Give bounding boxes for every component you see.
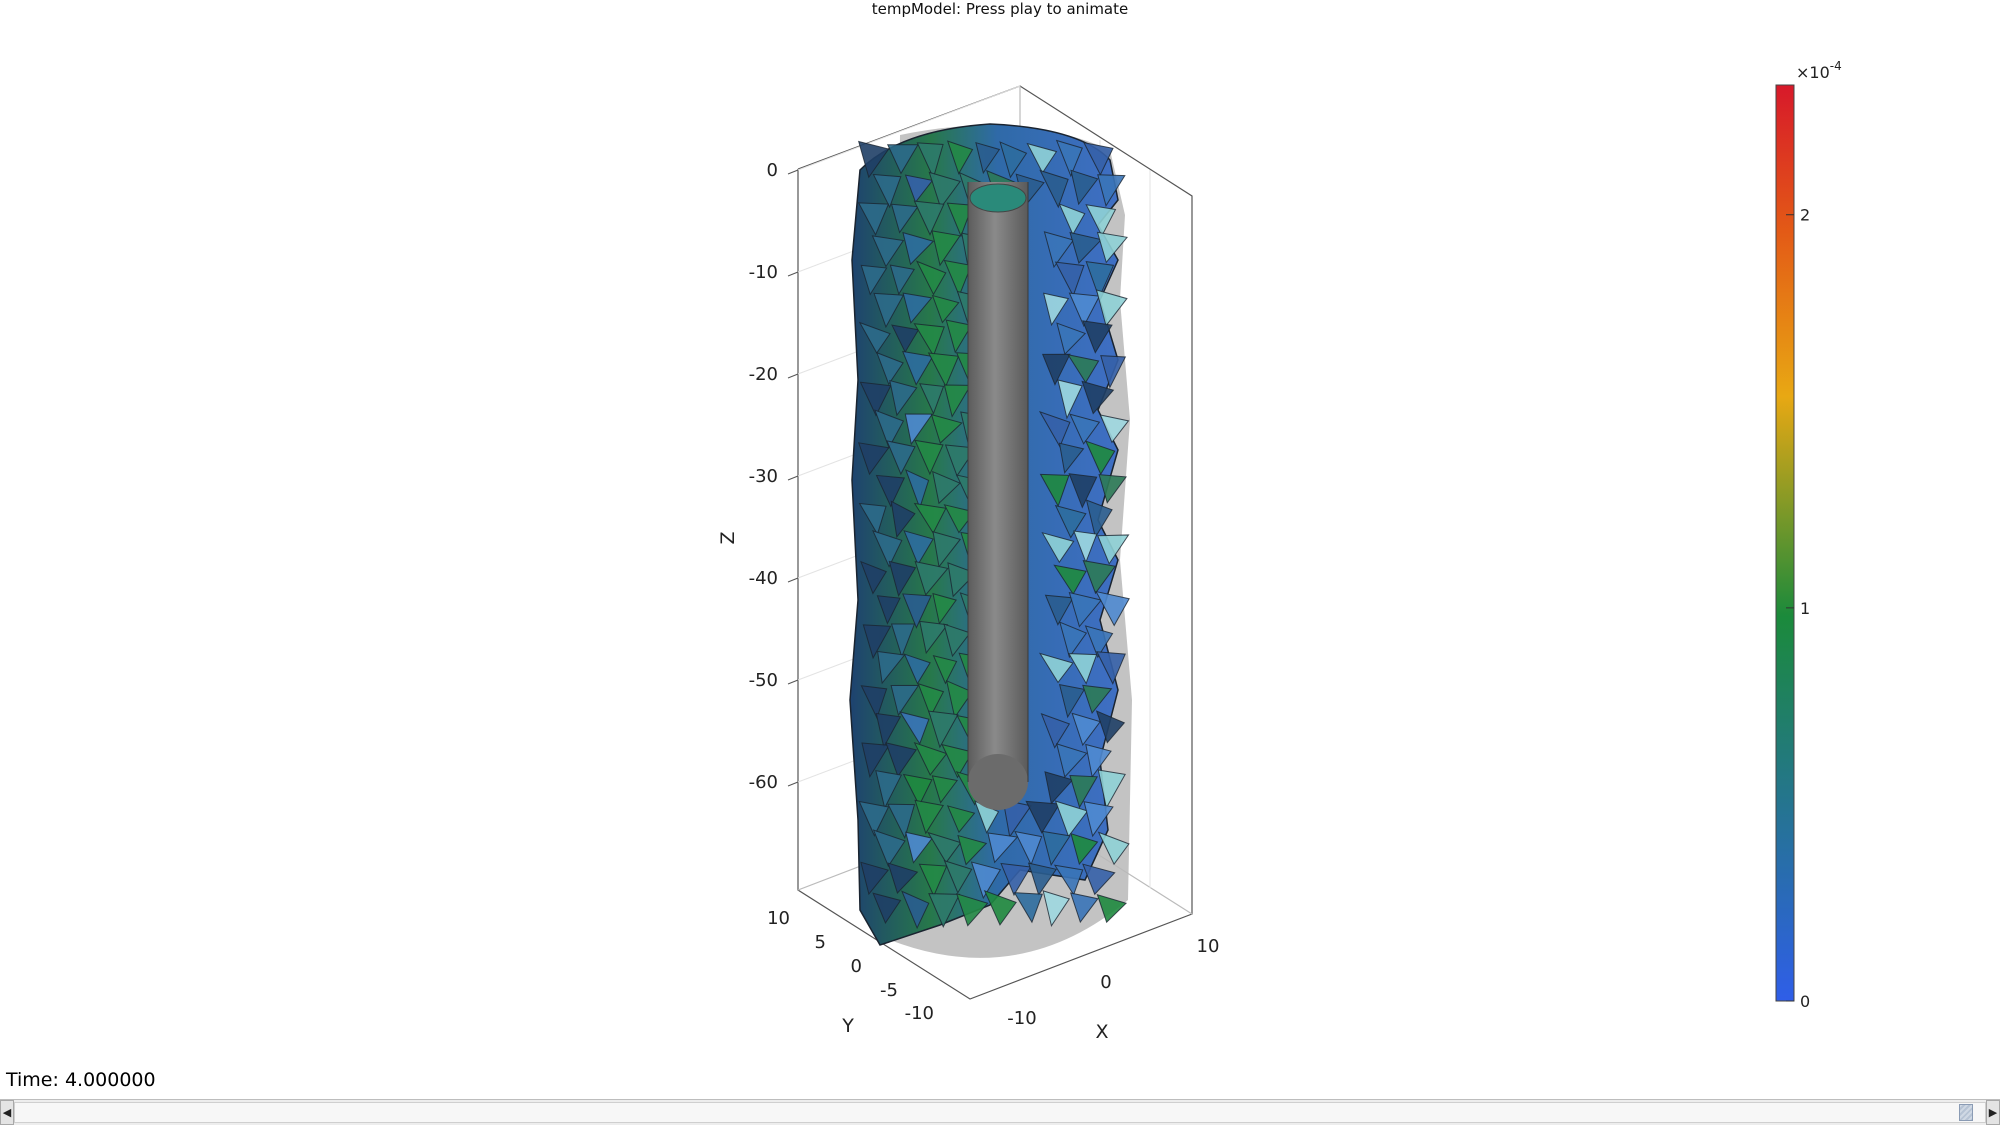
x-axis xyxy=(1007,936,1219,1043)
svg-text:-20: -20 xyxy=(748,364,778,385)
z-tick xyxy=(767,160,798,181)
z-axis-label: Z xyxy=(717,531,739,545)
colorbar-gradient xyxy=(1776,85,1794,1001)
svg-text:-30: -30 xyxy=(748,466,778,487)
x-axis-label: X xyxy=(1095,1021,1109,1043)
z-axis xyxy=(717,160,798,793)
z-tick xyxy=(749,568,798,589)
colorbar-exponent: $\times 10^{-4}$ xyxy=(1796,59,1842,82)
x-tick: -10 xyxy=(1007,1008,1037,1029)
scroll-left-arrow-icon[interactable]: ◀ xyxy=(0,1100,14,1125)
svg-text:-60: -60 xyxy=(748,772,778,793)
svg-text:2: 2 xyxy=(1800,205,1811,225)
colorbar[interactable] xyxy=(1776,59,1842,1011)
time-label: Time: 4.000000 xyxy=(6,1069,156,1091)
y-tick: 5 xyxy=(814,932,826,953)
x-tick: 0 xyxy=(1100,972,1112,993)
x-tick: 10 xyxy=(1196,936,1220,957)
svg-text:-10: -10 xyxy=(748,262,778,283)
y-tick: -10 xyxy=(904,1003,934,1024)
scroll-track[interactable] xyxy=(14,1102,1986,1123)
svg-text:-40: -40 xyxy=(748,568,778,589)
svg-text:0: 0 xyxy=(766,160,778,181)
y-tick: 0 xyxy=(850,956,862,977)
y-axis-label: Y xyxy=(842,1015,854,1037)
figure-title: tempModel: Press play to animate xyxy=(871,0,1129,18)
y-tick: -5 xyxy=(880,980,898,1001)
z-tick xyxy=(749,772,798,793)
y-tick: 10 xyxy=(767,908,790,929)
svg-text:0: 0 xyxy=(1800,992,1811,1011)
svg-text:1: 1 xyxy=(1800,598,1811,618)
z-tick xyxy=(749,364,798,385)
center-rod xyxy=(968,182,1028,810)
z-tick xyxy=(749,262,798,283)
z-tick xyxy=(749,670,798,691)
z-tick xyxy=(749,466,798,487)
svg-text:-50: -50 xyxy=(748,670,778,691)
time-scrollbar[interactable] xyxy=(0,1099,2000,1125)
scroll-thumb[interactable] xyxy=(1959,1104,1973,1121)
scroll-right-arrow-icon[interactable]: ▶ xyxy=(1986,1100,2000,1125)
